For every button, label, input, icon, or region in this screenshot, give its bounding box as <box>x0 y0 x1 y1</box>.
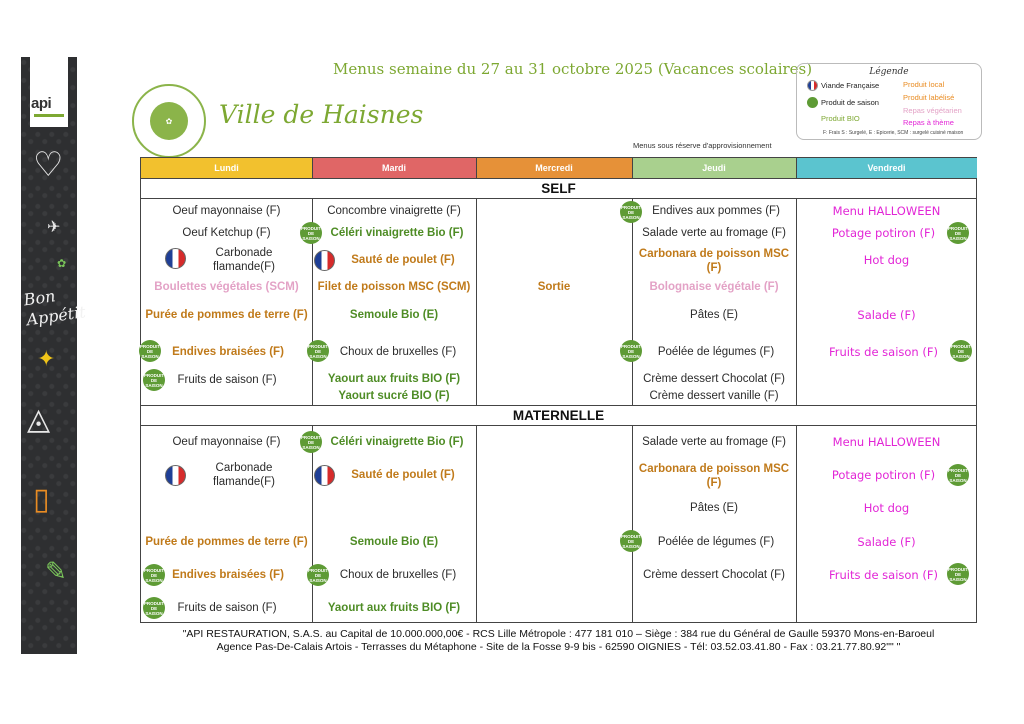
mat-vendredi-item: Potage potiron (F) <box>831 468 936 482</box>
season-badge-icon: PRODUIT DE SAISON <box>139 340 161 362</box>
mat-lundi-item: Fruits de saison (F) <box>177 602 277 614</box>
mat-jeudi-item: Poélée de légumes (F) <box>657 536 775 548</box>
footer-line-2: Agence Pas-De-Calais Artois - Terrasses du Métaphone - Site de la Fosse 9-9 bis - 62590 OIGNIES - Tél: 03.52.03.41.80 - Fax : 03.21.77.80.92"" " <box>216 641 901 653</box>
french-flag-icon <box>314 250 335 271</box>
season-badge-icon: PRODUIT DE SAISON <box>947 563 969 585</box>
self-mardi-item: Sauté de poulet (F) <box>351 254 455 266</box>
season-badge-icon: PRODUIT DE SAISON <box>300 222 322 244</box>
lightbulb-doodle-icon: ✦ <box>37 347 56 372</box>
self-vendredi-item: Hot dog <box>863 253 910 267</box>
season-badge-icon: PRODUIT DE SAISON <box>950 340 972 362</box>
french-flag-icon <box>807 80 818 91</box>
apple-doodle-icon: ♡ <box>33 145 64 185</box>
self-jeudi-item: Salade verte au fromage (F) <box>642 227 786 239</box>
day-header-mercredi: Mercredi <box>476 158 632 178</box>
mat-jeudi-item: Salade verte au fromage (F) <box>642 436 786 448</box>
mat-mardi-item: Yaourt aux fruits BIO (F) <box>327 602 461 614</box>
legend-vegetarien: Repas végétarien <box>903 106 962 115</box>
self-mardi-item: Choux de bruxelles (F) <box>339 346 457 358</box>
season-badge-icon: PRODUIT DE SAISON <box>143 369 165 391</box>
pencil-doodle-icon: ✎ <box>45 557 67 587</box>
season-badge-icon: PRODUIT DE SAISON <box>143 597 165 619</box>
self-jeudi-item: Bolognaise végétale (F) <box>649 281 779 293</box>
legend-abbreviations: F: Frais S : Surgelé, E : Epicerie, SCM : surgelé cuisiné maison <box>823 130 964 136</box>
self-lundi-item: Boulettes végétales (SCM) <box>154 281 299 293</box>
mat-lundi-item: Purée de pommes de terre (F) <box>145 536 308 548</box>
season-badge-icon: PRODUIT DE SAISON <box>620 201 642 223</box>
day-header-jeudi: Jeudi <box>632 158 796 178</box>
self-jeudi-item: Pâtes (E) <box>690 309 738 321</box>
self-vendredi-item: Potage potiron (F) <box>831 226 936 240</box>
legend-saison: Produit de saison <box>807 97 879 108</box>
day-header-vendredi: Vendredi <box>796 158 977 178</box>
mat-jeudi-item: Crème dessert Chocolat (F) <box>643 569 785 581</box>
self-lundi-item: Oeuf mayonnaise (F) <box>172 205 281 217</box>
season-badge-icon: PRODUIT DE SAISON <box>947 464 969 486</box>
self-vendredi-item: Menu HALLOWEEN <box>832 204 941 218</box>
legend-title: Légende <box>869 67 909 77</box>
legend-labelise: Produit labélisé <box>903 93 955 102</box>
drink-doodle-icon: ▯ <box>33 482 50 517</box>
season-badge-icon: PRODUIT DE SAISON <box>620 340 642 362</box>
mat-jeudi-item: Carbonara de poisson MSC (F) <box>638 463 790 489</box>
self-jeudi-item: Crème dessert vanille (F) <box>649 390 779 402</box>
legend-box <box>796 63 982 140</box>
mat-mardi-item: Céléri vinaigrette Bio (F) <box>330 436 464 448</box>
self-vendredi-item: Fruits de saison (F) <box>829 345 938 359</box>
self-mardi-item: Yaourt sucré BIO (F) <box>338 390 450 402</box>
api-logo: api <box>30 57 68 127</box>
mat-vendredi-item: Hot dog <box>863 501 910 515</box>
page-title: Menus semaine du 27 au 31 octobre 2025 (Vacances scolaires) <box>333 60 813 78</box>
mat-vendredi-item: Fruits de saison (F) <box>829 568 938 582</box>
self-jeudi-item: Carbonara de poisson MSC (F) <box>638 248 790 274</box>
self-jeudi-item: Poélée de légumes (F) <box>657 346 775 358</box>
cake-doodle-icon: ◬ <box>27 402 51 437</box>
day-header-lundi: Lundi <box>141 158 312 178</box>
self-jeudi-item: Endives aux pommes (F) <box>652 205 780 217</box>
bon-appetit-text: Bon Appétit <box>22 286 87 330</box>
section-maternelle: MATERNELLE <box>512 407 605 423</box>
reserve-note: Menus sous réserve d'approvisionnement <box>633 141 772 150</box>
self-lundi-item: Purée de pommes de terre (F) <box>145 309 308 321</box>
self-mardi-item: Filet de poisson MSC (SCM) <box>317 281 471 293</box>
mat-lundi-item: Carbonade flamande(F) <box>213 462 275 488</box>
label-seal-logo: ✿ <box>132 84 206 158</box>
self-vendredi-item: Salade (F) <box>857 308 916 322</box>
legend-local: Produit local <box>903 80 945 89</box>
legend-viande: Viande Française <box>807 80 879 91</box>
self-mercredi-item: Sortie <box>537 281 571 293</box>
gear-doodle-icon: ✿ <box>57 257 67 270</box>
season-badge-icon: PRODUIT DE SAISON <box>947 222 969 244</box>
season-badge-icon <box>807 97 818 108</box>
menu-table <box>140 157 977 623</box>
mat-mardi-item: Choux de bruxelles (F) <box>339 569 457 581</box>
company-footer <box>140 628 977 654</box>
mat-mardi-item: Semoule Bio (E) <box>349 536 439 548</box>
season-badge-icon: PRODUIT DE SAISON <box>143 564 165 586</box>
french-flag-icon <box>314 465 335 486</box>
paper-plane-doodle-icon: ✈ <box>47 217 61 236</box>
season-badge-icon: PRODUIT DE SAISON <box>307 340 329 362</box>
mat-lundi-item: Oeuf mayonnaise (F) <box>172 436 281 448</box>
self-mardi-item: Yaourt aux fruits BIO (F) <box>327 373 461 385</box>
self-lundi-item: Oeuf Ketchup (F) <box>182 227 271 239</box>
self-lundi-item: Fruits de saison (F) <box>177 374 277 386</box>
city-name: Ville de Haisnes <box>219 100 424 129</box>
mat-vendredi-item: Salade (F) <box>857 535 916 549</box>
self-mardi-item: Concombre vinaigrette (F) <box>327 205 461 217</box>
day-header-mardi: Mardi <box>312 158 476 178</box>
self-lundi-item: Endives braisées (F) <box>172 346 284 358</box>
legend-theme: Repas à thème <box>903 118 954 127</box>
self-lundi-item: Carbonade flamande(F) <box>213 247 275 273</box>
mat-vendredi-item: Menu HALLOWEEN <box>832 435 941 449</box>
self-mardi-item: Semoule Bio (E) <box>349 309 439 321</box>
season-badge-icon: PRODUIT DE SAISON <box>620 530 642 552</box>
section-self: SELF <box>541 180 576 196</box>
mat-mardi-item: Sauté de poulet (F) <box>351 469 455 481</box>
mat-jeudi-item: Pâtes (E) <box>690 502 738 514</box>
footer-line-1: "API RESTAURATION, S.A.S. au Capital de 10.000.000,00€ - RCS Lille Métropole : 477 181 010 – Siège : 384 rue du Général de Gaulle 59370 Mons-en-Baroeul <box>182 628 935 640</box>
legend-bio: Produit BIO <box>821 114 860 123</box>
french-flag-icon <box>165 248 186 269</box>
self-mardi-item: Céléri vinaigrette Bio (F) <box>330 227 464 239</box>
french-flag-icon <box>165 465 186 486</box>
season-badge-icon: PRODUIT DE SAISON <box>300 431 322 453</box>
mat-lundi-item: Endives braisées (F) <box>172 569 284 581</box>
season-badge-icon: PRODUIT DE SAISON <box>307 564 329 586</box>
decorative-side-strip <box>21 57 87 654</box>
self-jeudi-item: Crème dessert Chocolat (F) <box>643 373 785 385</box>
